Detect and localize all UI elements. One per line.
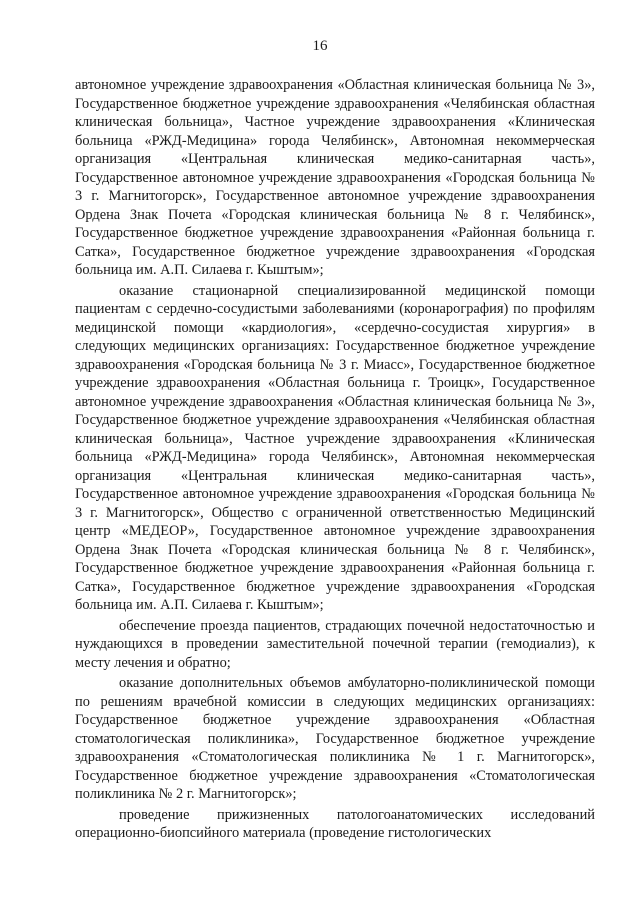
paragraph-1: автономное учреждение здравоохранения «Областная клиническая больница № 3», Государственное бюджетное учреждение здравоохранения «Челябинская областная клиническая больница», Частное учреждение здравоохранения «Клиническая больница «РЖД-Медицина» города Челябинск», Автономная некоммерческая организация «Центральная клиническая медико-санитарная часть», Государственное автономное учреждение здравоохранения «Городская больница № 3 г. Магнитогорск», Государственное автономное учреждение здравоохранения Ордена Знак Почета «Городская клиническая больница № 8 г. Челябинск», Государственное бюджетное учреждение здравоохранения «Районная больница г. Сатка», Государственное бюджетное учреждение здравоохранения «Городская больница им. А.П. Силаева г. Кыштым»;	[75, 77, 595, 278]
paragraph-4: оказание дополнительных объемов амбулаторно-поликлинической помощи по решениям врачебной комиссии в следующих медицинских организациях: Государственное бюджетное учреждение здравоохранения «Областная стоматологическая поликлиника», Государственное бюджетное учреждение здравоохранения «Стоматологическая поликлиника № 1 г. Магнитогорск», Государственное бюджетное учреждение здравоохранения «Стоматологическая поликлиника № 2 г. Магнитогорск»;	[75, 675, 595, 802]
page-number: 16	[312, 38, 328, 54]
body-text	[75, 76, 595, 843]
paragraph-5: проведение прижизненных патологоанатомических исследований операционно-биопсийного материала (проведение гистологических	[75, 806, 595, 841]
paragraph-2: оказание стационарной специализированной медицинской помощи пациентам с сердечно-сосудистыми заболеваниями (коронарография) по профилям медицинской помощи «кардиология», «сердечно-сосудистая хирургия» в следующих медицинских организациях: Государственное бюджетное учреждение здравоохранения «Городская больница № 3 г. Миасс», Государственное бюджетное учреждение здравоохранения «Областная больница г. Троицк», Государственное автономное учреждение здравоохранения «Областная клиническая больница № 3», Государственное бюджетное учреждение здравоохранения «Челябинская областная клиническая больница», Частное учреждение здравоохранения «Клиническая больница «РЖД-Медицина» города Челябинск», Автономная некоммерческая организация «Центральная клиническая медико-санитарная часть», Государственное автономное учреждение здравоохранения «Городская больница № 3 г. Магнитогорск», Общество с ограниченной ответственностью Медицинский центр «МЕДЕОР», Государственное автономное учреждение здравоохранения Ордена Знак Почета «Городская клиническая больница № 8 г. Челябинск», Государственное бюджетное учреждение здравоохранения «Районная больница г. Сатка», Государственное бюджетное учреждение здравоохранения «Городская больница им. А.П. Силаева г. Кыштым»;	[75, 282, 595, 613]
paragraph-3: обеспечение проезда пациентов, страдающих почечной недостаточностью и нуждающихся в проведении заместительной почечной терапии (гемодиализ), к месту лечения и обратно;	[75, 617, 595, 671]
